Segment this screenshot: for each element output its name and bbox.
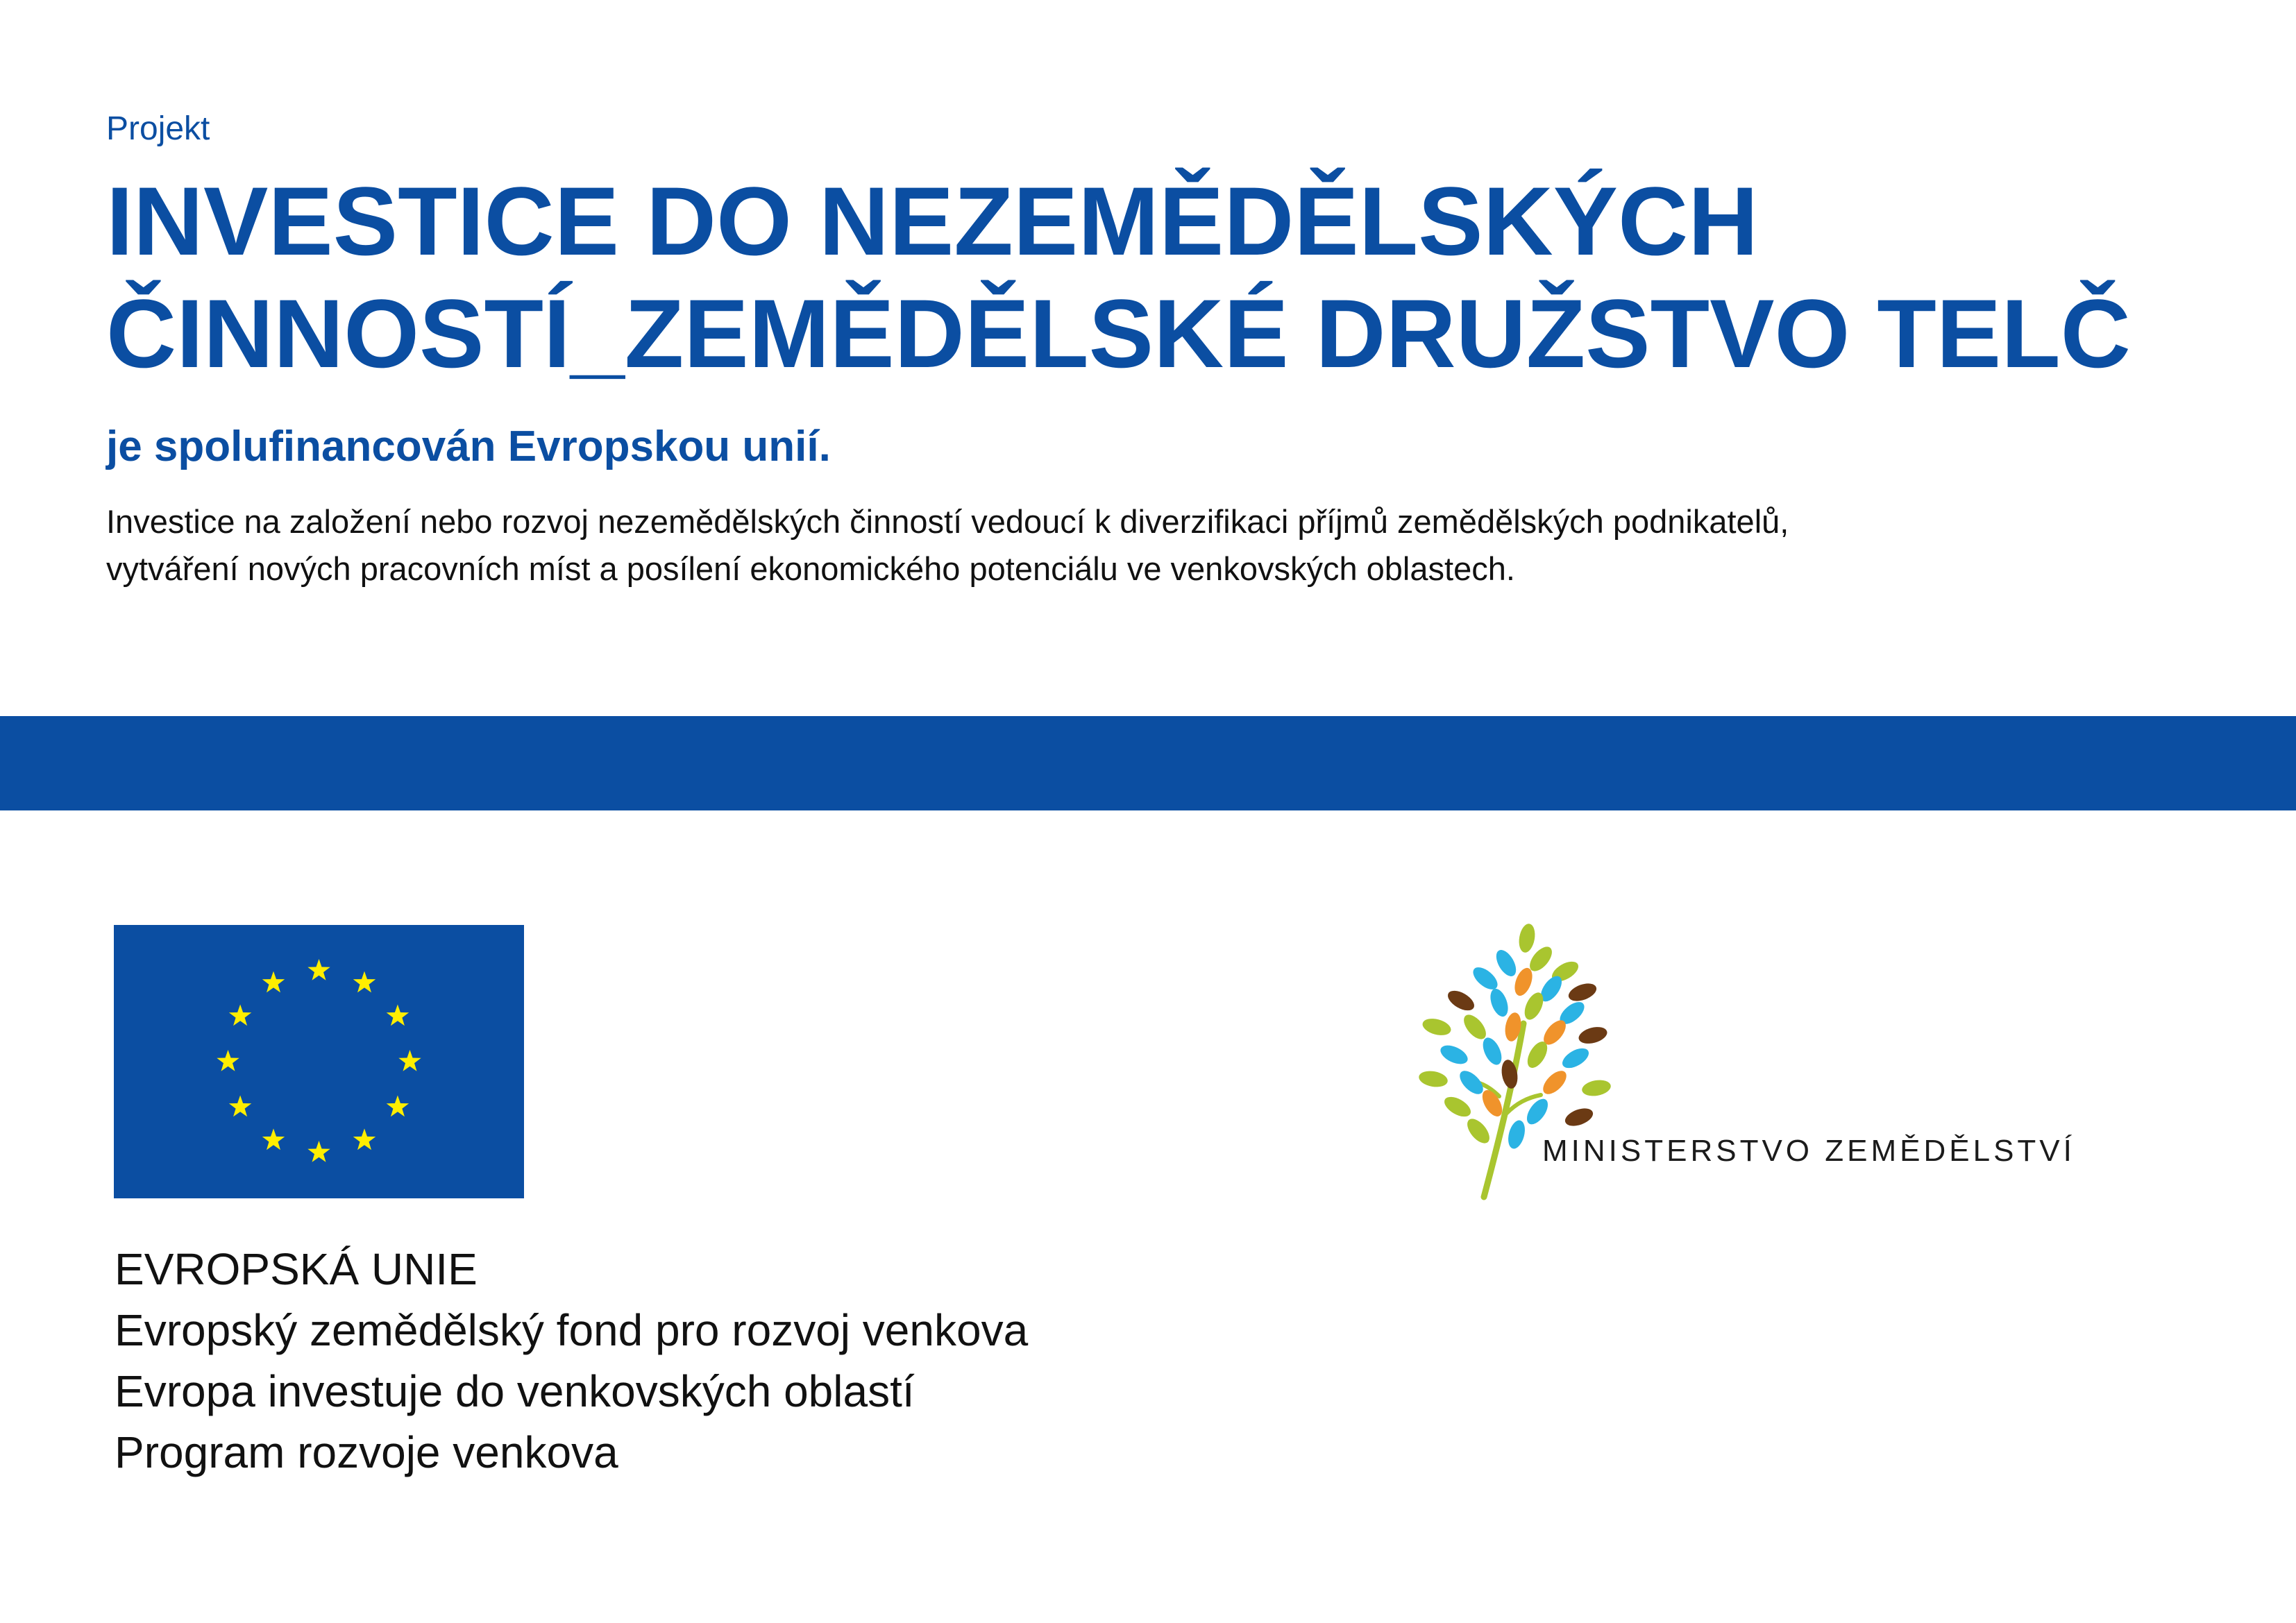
blue-band-divider: [0, 716, 2296, 810]
eu-program-name: Program rozvoje venkova: [115, 1427, 618, 1477]
tree-leaf-icon: [1539, 1067, 1570, 1098]
eu-funding-text: [115, 1239, 1225, 1483]
project-title-line-1: INVESTICE DO NEZEMĚDĚLSKÝCH: [106, 167, 1759, 275]
tree-leaf-icon: [1417, 1069, 1449, 1089]
project-description: [106, 498, 2188, 593]
tree-leaf-icon: [1492, 946, 1520, 979]
tree-leaf-icon: [1580, 1078, 1612, 1098]
tree-leaf-icon: [1437, 1042, 1470, 1068]
tree-leaf-icon: [1563, 1105, 1596, 1129]
eu-slogan: Evropa investuje do venkovských oblastí: [115, 1366, 915, 1416]
project-description-line-2: vytváření nových pracovních míst a posílení ekonomického potenciálu ve venkovských oblastech.: [106, 550, 1515, 587]
tree-leaf-icon: [1517, 922, 1537, 953]
tree-leaf-icon: [1487, 987, 1511, 1019]
eu-name: EVROPSKÁ UNIE: [115, 1244, 478, 1294]
tree-leaf-icon: [1567, 980, 1599, 1004]
ministry-name: MINISTERSTVO ZEMĚDĚLSTVÍ: [1542, 1134, 2075, 1168]
tree-leaf-icon: [1460, 1011, 1490, 1043]
tree-leaf-icon: [1421, 1016, 1453, 1038]
tree-leaf-icon: [1463, 1115, 1494, 1147]
eu-flag-icon: [114, 925, 524, 1198]
project-description-line-1: Investice na založení nebo rozvoj nezemědělských činností vedoucí k diverzifikaci příjmů zemědělských podnikatelů,: [106, 503, 1789, 540]
project-title: [106, 165, 2223, 390]
tree-leaf-icon: [1505, 1119, 1528, 1150]
tree-leaf-icon: [1441, 1093, 1474, 1121]
tree-leaf-icon: [1577, 1024, 1609, 1046]
project-title-line-2: ČINNOSTÍ_ZEMĚDĚLSKÉ DRUŽSTVO TELČ: [106, 279, 2131, 388]
tree-leaf-icon: [1444, 987, 1477, 1014]
tree-leaf-icon: [1559, 1044, 1592, 1072]
eu-fund-name: Evropský zemědělský fond pro rozvoj venkova: [115, 1305, 1029, 1355]
tree-leaf-icon: [1479, 1035, 1505, 1067]
cofinancing-statement: je spolufinancován Evropskou unií.: [106, 423, 831, 470]
project-label: Projekt: [106, 110, 210, 147]
